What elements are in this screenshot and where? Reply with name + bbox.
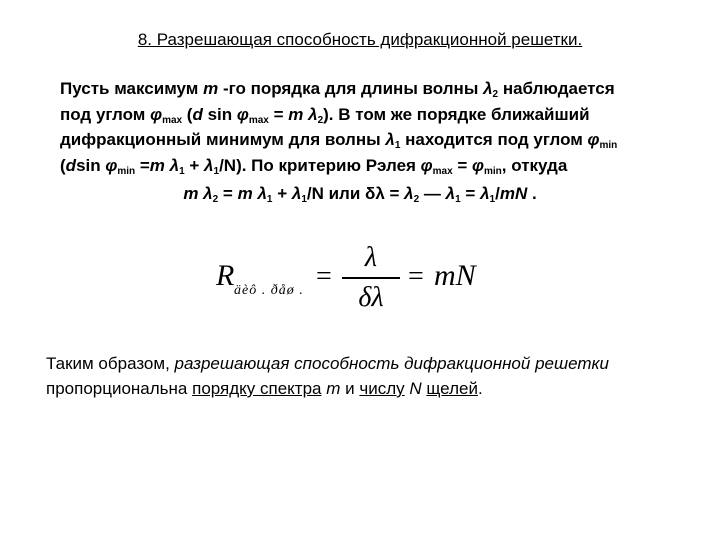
formula-equals-1: = bbox=[316, 261, 332, 292]
main-paragraph: Пусть максимум m -го порядка для длины волны $\lambda_2$ наблюдается под углом $\varphi_{max}$ (d $\sin \varphi_{max} = m$ $\lambda_2$). В том же порядке ближайший дифракционный минимум для волны $\lambda_1$ находится под углом $\varphi_{min}$ (dsin $\varphi_{min} =m$ $\lambda_1 + \lambda_1/N$). По критерию Рэлея $\varphi_{max} = \varphi_{min}$, откуда bbox=[60, 79, 618, 177]
formula-denominator: δλ bbox=[358, 281, 384, 313]
formula-fraction bbox=[340, 243, 402, 313]
formula-numerator: λ bbox=[364, 242, 378, 273]
resolving-power-formula bbox=[216, 243, 516, 323]
fraction-bar bbox=[342, 277, 400, 279]
conclusion-paragraph: Таким образом, разрешающая способность дифракционной решетки пропорциональна порядку спектра m и числу N щелей. bbox=[46, 354, 609, 398]
formula-R-subscript: äèô . ðåø . bbox=[234, 283, 304, 298]
formula-result: mN bbox=[434, 259, 476, 292]
formula-R: R bbox=[216, 259, 235, 292]
slide-title: 8. Разрешающая способность дифракционной решетки. bbox=[137, 30, 583, 49]
equation-line: m $\lambda_2 = m$ $\lambda_1 + \lambda_1/N$ или $\delta\lambda = \lambda_2$ — $\lambda_1 = \lambda_1/mN$ . bbox=[183, 184, 537, 205]
formula-equals-2: = bbox=[408, 261, 424, 292]
